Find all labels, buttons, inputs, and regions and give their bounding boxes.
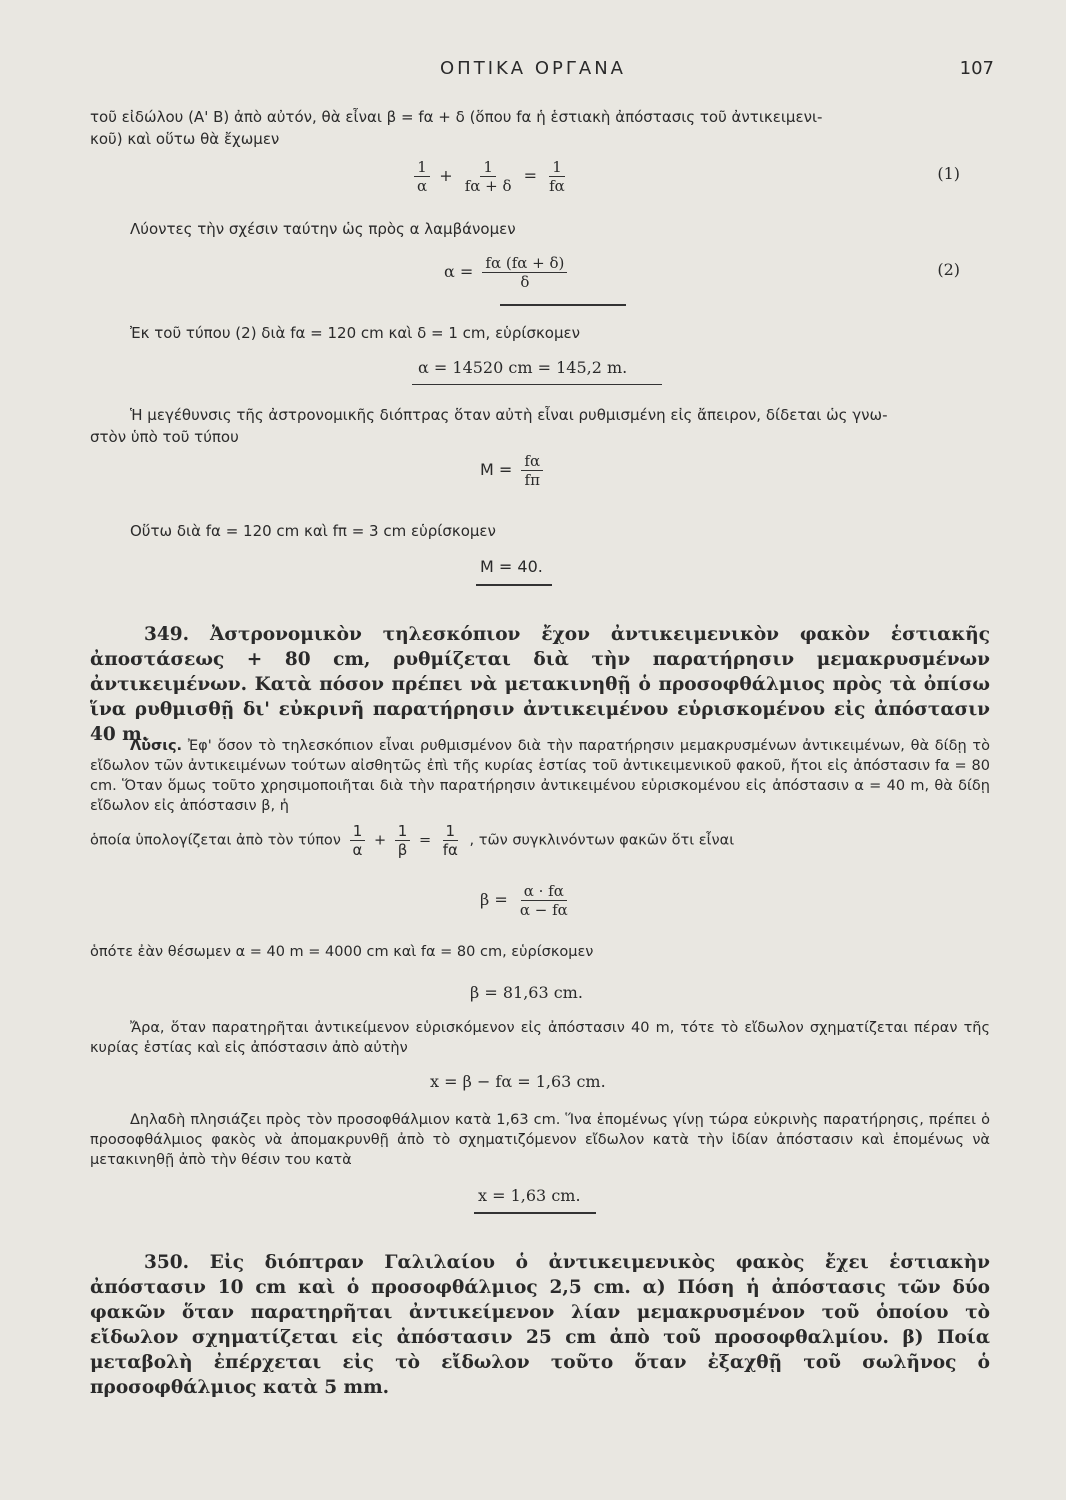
lens-formula-line: ὁποία ὑπολογίζεται ἀπὸ τὸν τύπον $\frac{1}{\alpha}$ + $\frac{1}{\beta}$ = $\frac{1}{f\alpha}$ , τῶν συγκλινόντων φακῶν ὅτι εἶναι <box>90 822 735 859</box>
solution-label: Λύσις. <box>130 738 183 754</box>
beta-formula <box>480 882 575 919</box>
magnification-den: fπ <box>524 471 540 489</box>
equation-1-number: (1) <box>937 164 960 183</box>
problem-349 <box>90 622 990 747</box>
solution-text: Ἐφ' ὅσον τὸ τηλεσκόπιον εἶναι ρυθμισμένον διὰ τὴν παρατήρησιν μεμακρυσμένων ἀντικειμένων, θὰ δίδῃ τὸ εἴδωλον τῶν ἀντικειμένων τούτων αἰσθητῶς ἐπὶ τῆς κυρίας ἑστίας τοῦ ἀντικειμενικοῦ φακοῦ, ἤτοι εἰς ἀπόστασιν fα = 80 cm. Ὅταν ὅμως τοῦτο χρησιμοποιῆται διὰ τὴν παρατήρησιν ἀντικειμένου εὑρισκομένου εἰς ἀπόστασιν α = 40 m, θὰ δίδῃ εἴδωλον εἰς ἀπόστασιν β, ἡ <box>90 738 991 814</box>
lens-formula-pre: ὁποία ὑπολογίζεται ἀπὸ τὸν τύπον <box>90 832 341 849</box>
x-equation: x = β − fα = 1,63 cm. <box>430 1072 606 1091</box>
eq1-num-1: 1 <box>414 158 430 177</box>
solution-349-paragraph <box>90 736 990 816</box>
divider-rule <box>500 304 626 306</box>
lens-num-2: 1 <box>395 822 411 841</box>
solution-paragraph-2 <box>90 1018 990 1058</box>
magnification-line-1: Ἡ μεγέθυνσις τῆς ἀστρονομικῆς διόπτρας ὅταν αὐτὴ εἶναι ρυθμισμένη εἰς ἄπειρον, δίδεται ὡς γνω- <box>130 406 888 424</box>
problem-350 <box>90 1250 990 1400</box>
magnification-thus: Οὕτω διὰ fα = 120 cm καὶ fπ = 3 cm εὑρίσκομεν <box>130 522 496 540</box>
magnification-num: fα <box>521 452 543 471</box>
eq1-rhs-num: 1 <box>549 158 565 177</box>
problem-349-text: Ἀστρονομικὸν τηλεσκόπιον ἔχον ἀντικειμενικὸν φακὸν ἑστιακῆς ἀποστάσεως + 80 cm, ρυθμίζεται διὰ τὴν παρατήρησιν μεμακρυσμένων ἀντικειμένων. Κατὰ πόσον πρέπει νὰ μετακινηθῇ ὁ προσοφθάλμιος πρὸς τὰ ὀπίσω ἵνα ρυθμισθῇ δι' εὐκρινῆ παρατήρησιν ἀντικειμένου εὑρισκομένου εἰς ἀπόστασιν 40 m. <box>90 624 990 745</box>
eq2-lhs: α = <box>444 262 474 281</box>
solution-paragraph-3 <box>90 1110 990 1170</box>
equation-2-number: (2) <box>937 260 960 279</box>
result-underline <box>412 384 662 385</box>
solve-text: Λύοντες τὴν σχέσιν ταύτην ὡς πρὸς α λαμβάνομεν <box>130 220 516 238</box>
beta-result: β = 81,63 cm. <box>470 983 583 1002</box>
solution-text-3: Δηλαδὴ πλησιάζει πρὸς τὸν προσοφθάλμιον κατὰ 1,63 cm. Ἵνα ἑπομένως γίνῃ τώρα εὐκρινὴς παρατήρησις, πρέπει ὁ προσοφθάλμιος φακὸς νὰ ἀπομακρυνθῇ ἀπὸ τὸ σχηματιζόμενον εἴδωλον κατὰ τὴν ἰδίαν ἀπόστασιν καὶ ἑπομένως νὰ μετακινηθῇ ἀπὸ τὴν θέσιν του κατὰ <box>90 1112 990 1168</box>
result-alpha: α = 14520 cm = 145,2 m. <box>418 358 628 377</box>
magnification-formula <box>480 452 547 489</box>
intro-line-2: κοῦ) καὶ οὕτω θὰ ἔχωμεν <box>90 130 280 148</box>
magnification-result: M = 40. <box>480 557 543 576</box>
lens-den-1: α <box>352 841 363 859</box>
page-number: 107 <box>959 58 994 79</box>
problem-350-number: 350. <box>144 1252 190 1273</box>
problem-349-number: 349. <box>144 624 190 645</box>
running-head: ΟΠΤΙΚΑ ΟΡΓΑΝΑ <box>440 58 626 79</box>
lens-rhs-num: 1 <box>443 822 459 841</box>
beta-lhs: β = <box>480 890 508 909</box>
eq1-num-2: 1 <box>480 158 496 177</box>
intro-line-1: τοῦ εἰδώλου (Α' Β) ἀπὸ αὐτόν, θὰ εἶναι β = fα + δ (ὅπου fα ἡ ἑστιακὴ ἀπόστασις τοῦ ἀντικειμενι- <box>90 108 823 126</box>
solution-end-rule <box>474 1212 596 1214</box>
lens-num-1: 1 <box>350 822 366 841</box>
equation-2 <box>444 254 571 291</box>
given-values: ὁπότε ἐὰν θέσωμεν α = 40 m = 4000 cm καὶ fα = 80 cm, εὑρίσκομεν <box>90 944 594 960</box>
lens-formula-post: , τῶν συγκλινόντων φακῶν ὅτι εἶναι <box>469 832 735 849</box>
eq1-rhs-den: fα <box>549 177 565 195</box>
beta-den: α − fα <box>519 901 568 919</box>
beta-num: α · fα <box>521 882 567 901</box>
from-formula-text: Ἐκ τοῦ τύπου (2) διὰ fα = 120 cm καὶ δ = 1 cm, εὑρίσκομεν <box>130 324 581 342</box>
magnification-line-2: στὸν ὑπὸ τοῦ τύπου <box>90 428 239 446</box>
lens-den-2: β <box>397 841 408 859</box>
problem-350-text: Εἰς διόπτραν Γαλιλαίου ὁ ἀντικειμενικὸς φακὸς ἔχει ἑστιακὴν ἀπόστασιν 10 cm καὶ ὁ προσοφθάλμιος 2,5 cm. α) Πόση ἡ ἀπόστασις τῶν δύο φακῶν ὅταν παρατηρῆται ἀντικείμενον λίαν μεμακρυσμένον τοῦ ὁποίου τὸ εἴδωλον σχηματίζεται εἰς ἀπόστασιν 25 cm ἀπὸ τοῦ προσοφθαλμίου. β) Ποία μεταβολὴ ἐπέρχεται εἰς τὸ εἴδωλον τοῦτο ὅταν ἐξαχθῇ τοῦ σωλῆνος ὁ προσοφθάλμιος κατὰ 5 mm. <box>90 1252 990 1398</box>
x-final: x = 1,63 cm. <box>478 1186 581 1205</box>
eq1-den-1: α <box>417 177 428 195</box>
magnification-lhs: M = <box>480 460 513 479</box>
eq2-num: fα (fα + δ) <box>482 254 567 273</box>
eq1-den-2: fα + δ <box>464 177 512 195</box>
eq2-den: δ <box>520 273 530 291</box>
solution-text-2: Ἄρα, ὅταν παρατηρῆται ἀντικείμενον εὑρισκόμενον εἰς ἀπόστασιν 40 m, τότε τὸ εἴδωλον σχηματίζεται πέραν τῆς κυρίας ἑστίας καὶ εἰς ἀπόστασιν ἀπὸ αὐτὴν <box>90 1020 990 1056</box>
magnification-underline <box>476 584 552 586</box>
lens-rhs-den: fα <box>442 841 458 859</box>
equation-1: $\frac{1}{\alpha}$ + $\frac{1}{f\alpha + \delta}$ = $\frac{1}{f\alpha}$ <box>410 158 572 195</box>
